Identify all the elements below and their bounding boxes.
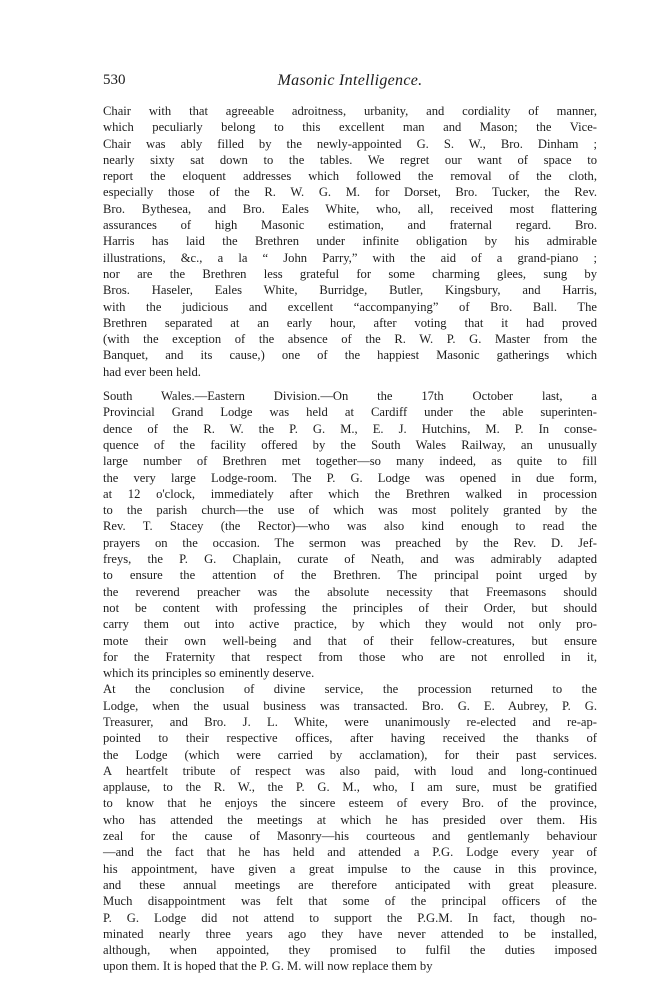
- text-line: pointed to their respective offices, after having received the thanks of: [103, 731, 597, 746]
- text-line: Chair with that agreeable adroitness, urbanity, and cordiality of manner,: [103, 104, 597, 118]
- text-line: upon them. It is hoped that the P. G. M. will now replace them by: [103, 959, 433, 974]
- page-number: 530: [103, 72, 126, 88]
- text-line: although, when appointed, they promised to fulfil the duties imposed: [103, 943, 597, 958]
- text-line: to know that he enjoys the sincere esteem of every Bro. of the province,: [103, 796, 597, 811]
- text-line: South Wales.—Eastern Division.—On the 17th October last, a: [103, 389, 597, 404]
- text-line: Provincial Grand Lodge was held at Cardiff under the able superinten-: [103, 405, 597, 420]
- text-line: his appointment, have given a great impulse to the cause in this province,: [103, 861, 597, 876]
- text-line: to the parish church—the use of which was most politely granted by the: [103, 503, 597, 518]
- text-line: which its principles so eminently deserve.: [103, 666, 315, 681]
- text-line: —and the fact that he has held and attended a P.G. Lodge every year of: [103, 845, 597, 860]
- text-line: nearly sixty sat down to the tables. We regret our want of space to: [103, 152, 597, 167]
- text-line: (with the exception of the absence of the R. W. P. G. Master from the: [103, 332, 597, 347]
- text-line: applause, to the R. W., the P. G. M., who, I am sure, must be gratified: [103, 780, 597, 795]
- text-line: Much disappointment was felt that some of the principal officers of the: [103, 894, 597, 909]
- text-line: assurances of high Masonic estimation, and fraternal regard. Bro.: [103, 218, 597, 233]
- text-line: Treasurer, and Bro. J. L. White, were unanimously re-elected and re-ap-: [103, 714, 597, 729]
- text-line: Bros. Haseler, Eales White, Burridge, Butler, Kingsbury, and Harris,: [103, 283, 597, 298]
- text-line: P. G. Lodge did not attend to support the P.G.M. In fact, though no-: [103, 910, 597, 925]
- running-head: [103, 72, 597, 96]
- text-line: the very large Lodge-room. The P. G. Lodge was opened in due form,: [103, 470, 597, 485]
- text-line: the Lodge (which were carried by acclamation), for their past services.: [103, 747, 597, 762]
- text-line: freys, the P. G. Chaplain, curate of Neath, and was admirably adapted: [103, 552, 597, 567]
- text-line: minated nearly three years ago they have never attended to be installed,: [103, 926, 597, 941]
- text-line: Harris has laid the Brethren under infinite obligation by his admirable: [103, 234, 597, 249]
- text-line: not be content with professing the principles of their Order, but should: [103, 600, 597, 615]
- text-line: Bro. Bythesea, and Bro. Eales White, who, all, received most flattering: [103, 201, 597, 216]
- paragraph-south-wales: [103, 388, 597, 681]
- text-line: illustrations, &c., a la “ John Parry,” with the aid of a grand-piano ;: [103, 250, 597, 265]
- text-line: carry them out into active practice, by which they would not only pro-: [103, 617, 597, 632]
- paragraph-banquet: [103, 103, 597, 380]
- text-line: prayers on the occasion. The sermon was preached by the Rev. D. Jef-: [103, 535, 597, 550]
- text-line: A heartfelt tribute of respect was also paid, with loud and long-continued: [103, 763, 597, 778]
- text-line: had ever been held.: [103, 364, 201, 379]
- text-line: the reverend preacher was the absolute necessity that Freemasons should: [103, 584, 597, 599]
- text-line: large number of Brethren met together—so many indeed, as quite to fill: [103, 454, 597, 469]
- text-line: for the Fraternity that respect from those who are not enrolled in it,: [103, 649, 597, 664]
- text-line: Chair was ably filled by the newly-appointed G. S. W., Bro. Dinham ;: [103, 136, 597, 151]
- text-line: Banquet, and its cause,) one of the happiest Masonic gatherings which: [103, 348, 597, 363]
- journal-title: Masonic Intelligence.: [277, 72, 423, 89]
- document-page: [103, 72, 597, 975]
- text-line: mote their own well-being and that of their fellow-creatures, but ensure: [103, 633, 597, 648]
- text-line: At the conclusion of divine service, the procession returned to the: [103, 682, 597, 697]
- text-line: who has attended the meetings at which he has presided over them. His: [103, 812, 597, 827]
- text-line: zeal for the cause of Masonry—his courteous and gentlemanly behaviour: [103, 829, 597, 844]
- text-line: especially those of the R. W. G. M. for Dorset, Bro. Tucker, the Rev.: [103, 185, 597, 200]
- text-line: Brethren separated at an early hour, after voting that it had proved: [103, 315, 597, 330]
- text-line: at 12 o'clock, immediately after which the Brethren walked in procession: [103, 486, 597, 501]
- text-line: report the eloquent addresses which followed the removal of the cloth,: [103, 169, 597, 184]
- paragraph-divine-service: [103, 681, 597, 974]
- text-line: nor are the Brethren less grateful for some charming glees, sung by: [103, 266, 597, 281]
- text-line: which peculiarly belong to this excellent man and Mason; the Vice-: [103, 120, 597, 135]
- text-line: Lodge, when the usual business was transacted. Bro. G. E. Aubrey, P. G.: [103, 698, 597, 713]
- text-line: with the judicious and excellent “accompanying” of Bro. Ball. The: [103, 299, 597, 314]
- text-line: dence of the R. W. the P. G. M., E. J. Hutchins, M. P. In conse-: [103, 421, 597, 436]
- text-line: and these annual meetings are therefore anticipated with great pleasure.: [103, 877, 597, 892]
- text-line: quence of the facility offered by the South Wales Railway, an unusually: [103, 437, 597, 452]
- text-line: Rev. T. Stacey (the Rector)—who was also kind enough to read the: [103, 519, 597, 534]
- text-line: to ensure the attention of the Brethren. The principal point urged by: [103, 568, 597, 583]
